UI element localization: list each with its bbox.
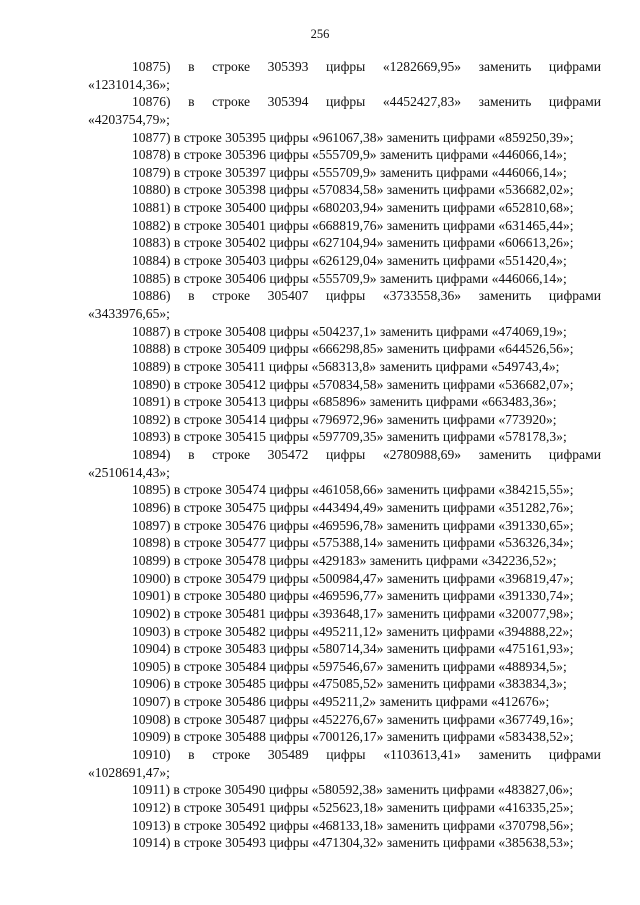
amendment-word: 305407: [267, 288, 309, 304]
amendment-line: 10883) в строке 305402 цифры «627104,94» заменить цифрами «606613,26»;: [132, 235, 574, 251]
amendment-line: 10878) в строке 305396 цифры «555709,9» заменить цифрами «446066,14»;: [132, 147, 567, 163]
amendment-word: цифры: [326, 746, 366, 762]
amendment-word: цифры: [326, 94, 366, 110]
amendment-line: 10914) в строке 305493 цифры «471304,32» заменить цифрами «385638,53»;: [132, 835, 574, 851]
amendment-line: 10890) в строке 305412 цифры «570834,58» заменить цифрами «536682,07»;: [132, 376, 574, 392]
amendment-word: 305489: [267, 746, 309, 762]
amendment-line: 10896) в строке 305475 цифры «443494,49» заменить цифрами «351282,76»;: [132, 500, 574, 516]
amendment-word: строке: [212, 94, 251, 110]
amendment-line: 10904) в строке 305483 цифры «580714,34» заменить цифрами «475161,93»;: [132, 641, 574, 657]
document-body: [88, 58, 601, 852]
amendment-line: 10912) в строке 305491 цифры «525623,18» заменить цифрами «416335,25»;: [132, 799, 574, 815]
amendment-word: 10910): [132, 746, 171, 762]
amendment-word: в: [188, 59, 195, 74]
amendment-word: 305394: [267, 94, 309, 110]
amendment-word: цифрами: [548, 288, 601, 304]
amendment-word: «4452427,83»: [382, 94, 462, 110]
amendment-word: 10875): [132, 59, 171, 74]
amendment-word: 10894): [132, 447, 171, 463]
amendment-line: 10913) в строке 305492 цифры «468133,18» заменить цифрами «370798,56»;: [132, 817, 574, 833]
amendment-line: 10877) в строке 305395 цифры «961067,38» заменить цифрами «859250,39»;: [132, 129, 574, 145]
amendment-continuation: «1028691,47»;: [88, 764, 170, 780]
amendment-line: 10889) в строке 305411 цифры «568313,8» заменить цифрами «549743,4»;: [132, 358, 560, 374]
amendment-continuation: «2510614,43»;: [88, 464, 170, 480]
amendment-word: «1282669,95»: [382, 59, 462, 74]
amendment-line: 10882) в строке 305401 цифры «668819,76» заменить цифрами «631465,44»;: [132, 217, 574, 233]
amendment-line: 10887) в строке 305408 цифры «504237,1» заменить цифрами «474069,19»;: [132, 323, 567, 339]
amendment-word: цифры: [326, 59, 366, 74]
amendment-line: 10900) в строке 305479 цифры «500984,47» заменить цифрами «396819,47»;: [132, 570, 574, 586]
amendment-line: 10899) в строке 305478 цифры «429183» заменить цифрами «342236,52»;: [132, 552, 557, 568]
amendment-line: 10901) в строке 305480 цифры «469596,77» заменить цифрами «391330,74»;: [132, 588, 574, 604]
amendment-line: [88, 287, 601, 305]
amendment-word: заменить: [478, 59, 532, 74]
amendment-word: цифры: [326, 288, 366, 304]
amendment-line: 10907) в строке 305486 цифры «495211,2» заменить цифрами «412676»;: [132, 694, 550, 710]
amendment-line: 10905) в строке 305484 цифры «597546,67» заменить цифрами «488934,5»;: [132, 658, 567, 674]
amendment-word: в: [188, 94, 195, 110]
amendment-line: 10880) в строке 305398 цифры «570834,58» заменить цифрами «536682,02»;: [132, 182, 574, 198]
amendment-word: строке: [212, 59, 251, 74]
amendment-line: 10895) в строке 305474 цифры «461058,66» заменить цифрами «384215,55»;: [132, 482, 574, 498]
amendment-word: заменить: [478, 94, 532, 110]
amendment-continuation: «1231014,36»;: [88, 76, 170, 92]
amendment-word: заменить: [478, 746, 532, 762]
amendment-continuation: «4203754,79»;: [88, 111, 170, 127]
amendment-line: 10898) в строке 305477 цифры «575388,14» заменить цифрами «536326,34»;: [132, 535, 574, 551]
amendment-line: 10888) в строке 305409 цифры «666298,85» заменить цифрами «644526,56»;: [132, 341, 574, 357]
amendment-line: 10903) в строке 305482 цифры «495211,12» заменить цифрами «394888,22»;: [132, 623, 574, 639]
amendment-line: 10897) в строке 305476 цифры «469596,78» заменить цифрами «391330,65»;: [132, 517, 574, 533]
amendment-word: цифры: [326, 447, 366, 463]
amendment-line: [88, 746, 601, 764]
amendment-word: 305393: [267, 59, 309, 74]
amendment-line: 10884) в строке 305403 цифры «626129,04» заменить цифрами «551420,4»;: [132, 253, 567, 269]
amendment-line: 10881) в строке 305400 цифры «680203,94» заменить цифрами «652810,68»;: [132, 200, 574, 216]
amendment-word: 10876): [132, 94, 171, 110]
amendment-line: 10885) в строке 305406 цифры «555709,9» заменить цифрами «446066,14»;: [132, 270, 567, 286]
amendment-word: 305472: [267, 447, 309, 463]
amendment-word: цифрами: [548, 447, 601, 463]
amendment-word: строке: [212, 288, 251, 304]
amendment-line: [88, 446, 601, 464]
amendment-word: 10886): [132, 288, 171, 304]
amendment-word: «3733558,36»: [382, 288, 462, 304]
amendment-line: 10879) в строке 305397 цифры «555709,9» заменить цифрами «446066,14»;: [132, 164, 567, 180]
amendment-line: 10906) в строке 305485 цифры «475085,52» заменить цифрами «383834,3»;: [132, 676, 567, 692]
amendment-line: 10891) в строке 305413 цифры «685896» заменить цифрами «663483,36»;: [132, 394, 557, 410]
amendment-word: цифрами: [548, 59, 601, 74]
amendment-word: цифрами: [548, 94, 601, 110]
amendment-line: 10909) в строке 305488 цифры «700126,17» заменить цифрами «583438,52»;: [132, 729, 574, 745]
amendment-line: 10911) в строке 305490 цифры «580592,38» заменить цифрами «483827,06»;: [132, 782, 574, 798]
amendment-line: 10908) в строке 305487 цифры «452276,67» заменить цифрами «367749,16»;: [132, 711, 574, 727]
amendment-word: заменить: [478, 288, 532, 304]
amendment-line: 10902) в строке 305481 цифры «393648,17» заменить цифрами «320077,98»;: [132, 605, 574, 621]
amendment-line: 10893) в строке 305415 цифры «597709,35» заменить цифрами «578178,3»;: [132, 429, 567, 445]
amendment-word: «2780988,69»: [382, 447, 462, 463]
amendment-line: 10892) в строке 305414 цифры «796972,96» заменить цифрами «773920»;: [132, 411, 557, 427]
amendment-word: в: [188, 746, 195, 762]
amendment-word: в: [188, 447, 195, 463]
amendment-word: в: [188, 288, 195, 304]
amendment-word: «1103613,41»: [383, 746, 461, 762]
amendment-word: цифрами: [548, 746, 601, 762]
amendment-word: строке: [212, 746, 251, 762]
amendment-continuation: «3433976,65»;: [88, 305, 170, 321]
amendment-word: строке: [212, 447, 251, 463]
page-number: 256: [310, 27, 330, 41]
amendment-line: [88, 58, 601, 76]
amendment-line: [88, 93, 601, 111]
amendment-word: заменить: [478, 447, 532, 463]
